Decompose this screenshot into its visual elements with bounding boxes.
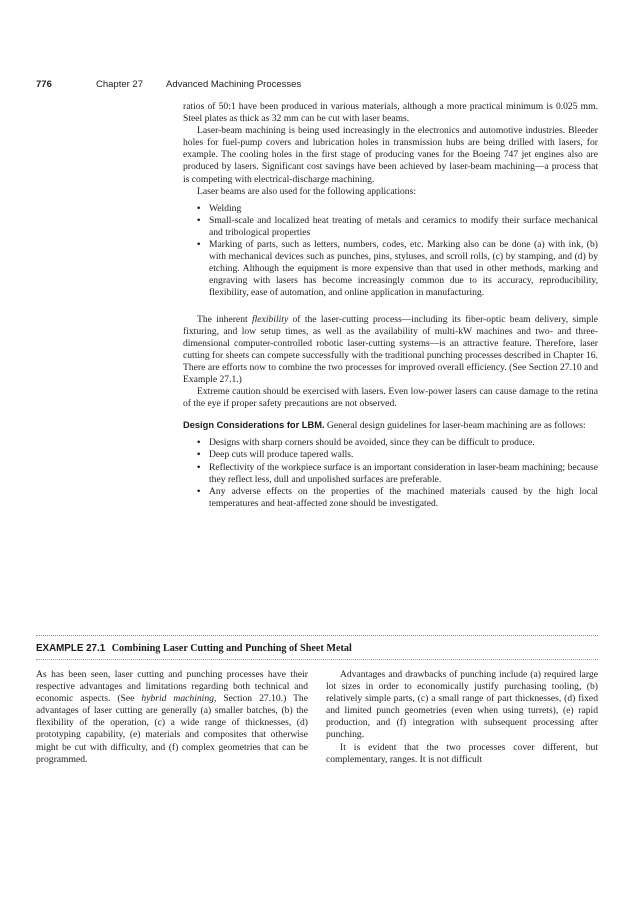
paragraph-complementary: It is evident that the two processes cover different, but complementary, ranges. It is not difficult bbox=[326, 741, 598, 765]
list-item: • Deep cuts will produce tapered walls. bbox=[197, 449, 354, 461]
bullet-icon: • bbox=[197, 485, 201, 497]
bullet-icon: • bbox=[197, 239, 201, 251]
example-title-line bbox=[36, 642, 598, 656]
paragraph-flexibility: The inherent flexibility of the laser-cutting process—including its fiber-optic beam delivery, simple fixturing, and low setup times, as well as the availability of multi-kW machines and two- and three-dimensional computer-controlled robotic laser-cutting systems—is an attractive feature. Therefore, laser cutting for sheets can compete successfully with the traditional punching processes described in Chapter 16. There are efforts now to combine the two processes for improved overall efficiency. (See Section 27.10 and Example 27.1.) bbox=[183, 313, 598, 385]
design-list bbox=[183, 437, 598, 510]
paragraph-aspect-ratios: ratios of 50:1 have been produced in various materials, although a more practical minimum is 0.025 mm. Steel plates as thick as 32 mm can be cut with laser beams. bbox=[183, 101, 598, 125]
paragraph-laser-advantages: As has been seen, laser cutting and punching processes have their respective advantages and limitations regarding both technical and economic aspects. (See hybrid machining, Section 27.10.) The advantages of laser cutting are generally (a) smaller batches, (b) the flexibility of the operation, (c) a wide range of thicknesses, (d) prototyping capability, (e) materials and composites that otherwise might be cut with difficulty, and (f) complex geometries that can be programmed. bbox=[36, 669, 308, 765]
example-columns bbox=[36, 669, 598, 766]
list-item: • Reflectivity of the workpiece surface is an important consideration in laser-beam machining; because they reflect less, dull and unpolished surfaces are preferable. bbox=[197, 461, 598, 485]
list-item: • Any adverse effects on the properties of the machined materials caused by the high local temperatures and heat-affected zone should be investigated. bbox=[197, 485, 598, 509]
bullet-icon: • bbox=[197, 202, 201, 214]
main-text-column bbox=[183, 101, 598, 515]
example-title: Combining Laser Cutting and Punching of Sheet Metal bbox=[111, 643, 352, 654]
list-item: • Designs with sharp corners should be avoided, since they can be difficult to produce. bbox=[197, 437, 535, 449]
applications-list bbox=[183, 203, 598, 300]
paragraph-caution: Extreme caution should be exercised with lasers. Even low-power lasers can cause damage to the retina of the eye if proper safety precautions are not observed. bbox=[183, 386, 598, 410]
chapter-title: Advanced Machining Processes bbox=[166, 79, 302, 90]
example-right-column bbox=[326, 669, 598, 766]
paragraph-punching-tradeoffs: Advantages and drawbacks of punching include (a) required large lot sizes in order to economically justify purchasing tooling, (b) relatively simple parts, (c) a small range of part thicknesses, (d) fixed and limited punch geometries (even when using turrets), (e) rapid production, and (f) integration with subsequent processing after punching. bbox=[326, 669, 598, 741]
example-label: EXAMPLE 27.1 bbox=[36, 643, 106, 654]
list-item: • Marking of parts, such as letters, numbers, codes, etc. Marking also can be done (a) with ink, (b) with mechanical devices such as punches, pins, styluses, and scroll rolls, (c) by stamping, and (d) by etching. Although the equipment is more expensive than that used in other methods, marking and engraving with lasers has become increasingly common due to its accuracy, reproducibility, flexibility, ease of automation, and online application in manufacturing. bbox=[197, 239, 598, 299]
bullet-icon: • bbox=[197, 214, 201, 226]
bullet-icon: • bbox=[197, 449, 201, 461]
list-item: • Welding bbox=[197, 202, 242, 214]
example-divider bbox=[36, 659, 598, 660]
example-left-column bbox=[36, 669, 308, 766]
chapter-label: Chapter 27 bbox=[96, 79, 144, 90]
example-box bbox=[36, 635, 598, 766]
list-item: • Small-scale and localized heat treating of metals and ceramics to modify their surface mechanical and tribological properties bbox=[197, 214, 598, 238]
page-number: 776 bbox=[36, 79, 52, 90]
paragraph-applications-intro: Laser beams are also used for the following applications: bbox=[197, 185, 416, 197]
design-considerations-paragraph: Design Considerations for LBM. General design guidelines for laser-beam machining are as follows: bbox=[183, 420, 586, 432]
bullet-icon: • bbox=[197, 461, 201, 473]
bullet-icon: • bbox=[197, 437, 201, 449]
design-heading: Design Considerations for LBM. bbox=[183, 420, 325, 431]
paragraph-laser-uses: Laser-beam machining is being used increasingly in the electronics and automotive industries. Bleeder holes for fuel-pump covers and lubrication holes in transmission hubs are being drilled with lasers, for example. The cooling holes in the first stage of producing vanes for the Boeing 747 jet engines also are produced by lasers. Significant cost savings have been achieved by laser-beam machining—a process that is competing with electrical-discharge machining. bbox=[183, 125, 598, 185]
running-header bbox=[36, 79, 301, 90]
